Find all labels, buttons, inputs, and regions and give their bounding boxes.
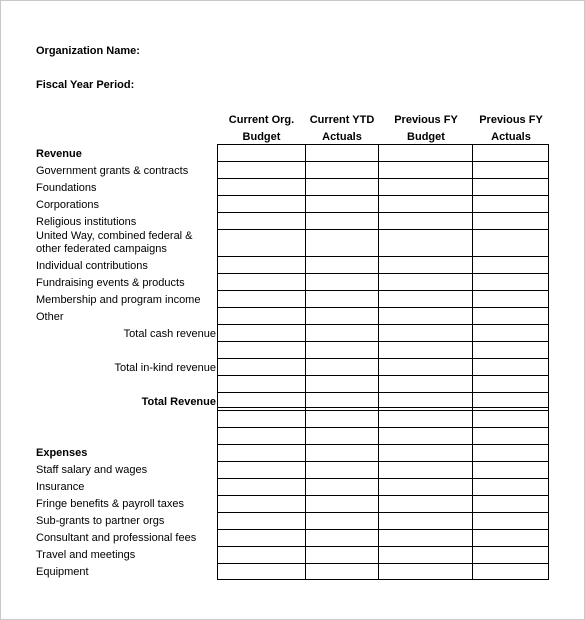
organization-name-label: Organization Name: xyxy=(36,45,140,57)
expense-item: Consultant and professional fees xyxy=(36,532,197,544)
revenue-item: other federated campaigns xyxy=(36,243,167,255)
column-header-line: Previous FY xyxy=(479,114,543,126)
total-in-kind-revenue-label: Total in-kind revenue xyxy=(114,362,216,374)
total-revenue-label: Total Revenue xyxy=(141,396,216,408)
grid-vline xyxy=(472,144,473,580)
fiscal-year-period-label: Fiscal Year Period: xyxy=(36,79,135,91)
grid-hline xyxy=(217,579,549,580)
expense-item: Staff salary and wages xyxy=(36,464,148,476)
revenue-item: Religious institutions xyxy=(36,216,137,228)
grid-hline xyxy=(217,341,549,342)
expense-item: Insurance xyxy=(36,481,85,493)
column-header-line: Actuals xyxy=(322,131,362,143)
grid-hline xyxy=(217,324,549,325)
grid-hline xyxy=(217,229,549,230)
column-header-current-ytd-actuals xyxy=(305,112,379,146)
grid-hline xyxy=(217,392,549,393)
grid-hline xyxy=(217,161,549,162)
grid-hline xyxy=(217,546,549,547)
revenue-item: Membership and program income xyxy=(36,294,201,306)
grid-hline xyxy=(217,195,549,196)
column-header-line: Budget xyxy=(407,131,445,143)
revenue-item: United Way, combined federal & xyxy=(36,230,193,242)
expense-item: Sub-grants to partner orgs xyxy=(36,515,165,527)
grid-hline xyxy=(217,212,549,213)
budget-grid xyxy=(217,144,549,580)
column-header-current-org-budget xyxy=(218,112,305,146)
column-header-line: Actuals xyxy=(491,131,531,143)
column-header-line: Current YTD xyxy=(309,114,375,126)
grid-hline xyxy=(217,529,549,530)
grid-hline xyxy=(217,461,549,462)
grid-hline xyxy=(217,495,549,496)
grid-hline xyxy=(217,478,549,479)
grid-vline xyxy=(217,144,218,580)
revenue-item: Corporations xyxy=(36,199,99,211)
grid-hline xyxy=(217,144,549,145)
column-header-line: Previous FY xyxy=(394,114,458,126)
grid-hline xyxy=(217,512,549,513)
grid-hline xyxy=(217,358,549,359)
revenue-item: Government grants & contracts xyxy=(36,165,189,177)
grid-hline xyxy=(217,307,549,308)
total-cash-revenue-label: Total cash revenue xyxy=(123,328,216,340)
column-header-line: Budget xyxy=(242,131,281,143)
revenue-item: Foundations xyxy=(36,182,97,194)
column-header-line: Current Org. xyxy=(228,114,295,126)
expense-item: Fringe benefits & payroll taxes xyxy=(36,498,184,510)
expense-item: Equipment xyxy=(36,566,89,578)
grid-hline xyxy=(217,256,549,257)
grid-hline xyxy=(217,444,549,445)
grid-hline-double xyxy=(217,410,549,411)
grid-hline xyxy=(217,427,549,428)
grid-vline xyxy=(548,144,549,580)
revenue-item: Fundraising events & products xyxy=(36,277,185,289)
revenue-item: Individual contributions xyxy=(36,260,148,272)
grid-hline xyxy=(217,563,549,564)
grid-vline xyxy=(305,144,306,580)
grid-vline xyxy=(378,144,379,580)
grid-hline xyxy=(217,273,549,274)
grid-hline xyxy=(217,375,549,376)
column-header-previous-fy-actuals xyxy=(473,112,549,146)
grid-hline-double xyxy=(217,407,549,408)
grid-hline xyxy=(217,178,549,179)
column-header-previous-fy-budget xyxy=(379,112,473,146)
revenue-heading: Revenue xyxy=(36,148,82,160)
grid-hline xyxy=(217,290,549,291)
expense-item: Travel and meetings xyxy=(36,549,136,561)
revenue-item: Other xyxy=(36,311,64,323)
expenses-heading: Expenses xyxy=(36,447,88,459)
